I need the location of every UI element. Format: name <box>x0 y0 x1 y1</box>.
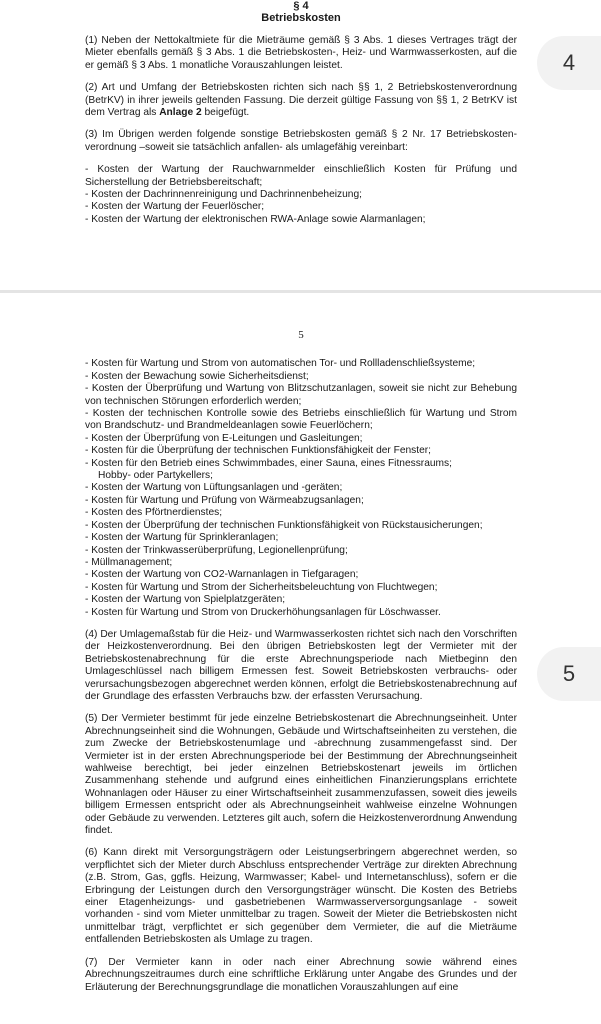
cost-list-bottom <box>85 358 517 619</box>
list-item: - Kosten der Wartung der elektronischen RWA-Anlage sowie Alarmanlagen; <box>85 213 426 225</box>
paragraph-7: (7) Der Vermieter kann in oder nach einer Abrechnung sowie während eines Abrechnungszeitraumes durch eine schriftliche Erklärung unter Angabe des Grundes und der Erläuterung der Berechnungsgrundlage die monatlichen Vorauszahlungen auf eine <box>85 956 517 993</box>
list-item: - Kosten der Bewachung sowie Sicherheitsdienst; <box>85 370 309 382</box>
list-item: - Kosten der Wartung von Spielplatzgeräten; <box>85 594 286 606</box>
list-item: - Kosten der Wartung von CO2-Warnanlagen in Tiefgaragen; <box>85 569 359 581</box>
paragraph-2-end: beigefügt. <box>201 107 250 119</box>
list-item: - Kosten der technischen Kontrolle sowie des Betriebs einschließlich für Wartung und Strom von Brandschutz- und Brandmeldeanlagen sowie Feuerlöchern; <box>85 408 517 432</box>
list-item: - Kosten der Wartung von Lüftungsanlagen und -geräten; <box>85 482 343 494</box>
paragraph-1: (1) Neben der Nettokaltmiete für die Mieträume gemäß § 3 Abs. 1 dieses Vertrages trägt der Mieter ebenfalls gemäß § 3 Abs. 1 die Betriebskosten-, Heiz- und Warmwasserkosten, auf die er gemäß § 3 Abs. 1 monatliche Vorauszahlungen leistet. <box>85 35 517 71</box>
list-item: - Kosten der Überprüfung der technischen Funktionsfähigkeit von Rückstausicherungen; <box>85 519 483 531</box>
cost-list-top <box>85 164 517 226</box>
page-number: 5 <box>298 329 304 341</box>
paragraph-3: (3) Im Übrigen werden folgende sonstige Betriebskosten gemäß § 2 Nr. 17 Betriebskosten-verordnung –soweit sie tatsächlich anfallen- als umlagefähig vereinbart: <box>85 129 517 153</box>
list-item: - Müllmanagement; <box>85 556 173 568</box>
list-item: - Kosten für den Betrieb eines Schwimmbades, einer Sauna, eines Fitnessraums; <box>85 457 452 469</box>
section-title: Betriebskosten <box>261 12 341 24</box>
list-item: - Kosten für Wartung und Strom von automatischen Tor- und Rollladenschließsysteme; <box>85 358 476 370</box>
list-item: - Kosten der Überprüfung von E-Leitungen und Gasleitungen; <box>85 432 363 444</box>
list-item: - Kosten für Wartung und Strom von Druckerhöhungsanlagen für Löschwasser. <box>85 606 441 618</box>
list-item: - Kosten für die Überprüfung der technischen Funktionsfähigkeit der Fenster; <box>85 445 431 457</box>
list-item: - Kosten der Trinkwasserüberprüfung, Legionellenprüfung; <box>85 544 348 556</box>
list-item: - Kosten des Pförtnerdienstes; <box>85 507 223 519</box>
section-number: § 4 <box>293 0 309 12</box>
page-bottom-content <box>85 329 517 1004</box>
document-page-bottom <box>0 293 601 1024</box>
list-item-continuation: Hobby- oder Partykellers; <box>98 470 213 482</box>
paragraph-4: (4) Der Umlagemaßstab für die Heiz- und Warmwasserkosten richtet sich nach den Vorschriften der Heizkostenverordnung. Bei den übrigen Betriebskosten legt der Vermieter mit der Betriebskostenabrechnung für die erste Abrechnungsperiode nach Mietbeginn den Umlageschlüssel nach billigem Ermessen fest. Soweit Betriebskosten verbrauchs- oder verursachungsbezogen abgerechnet werden können, erfolgt die Betriebskostenabrechnung auf der Grundlage des erfassten Verbrauchs bzw. der erfassten Verursachung. <box>85 628 517 702</box>
paragraph-6: (6) Kann direkt mit Versorgungsträgern oder Leistungserbringern abgerechnet werden, so verpflichtet sich der Mieter durch Abschluss entsprechender Verträge zur direkten Abrechnung (z.B. Strom, Gas, ggfls. Heizung, Warmwasser; Kabel- und Internetanschluss), sofern er die Erbringung der Leistungen durch den Versorgungsträger wünscht. Die Kosten des Betriebs einer Etagenheizungs- und gasbetriebenen Warmwasserversorgungsanlage - soweit vorhanden - sind vom Mieter unmittelbar zu tragen. Soweit der Mieter die Betriebskosten nicht unmittelbar trägt, verpflichtet er sich gegenüber dem Vermieter, die auf die Mieträume entfallenden Betriebskosten als Umlage zu tragen. <box>85 847 517 946</box>
paragraph-2 <box>85 82 517 119</box>
list-item: - Kosten für Wartung und Prüfung von Wärmeabzugsanlagen; <box>85 494 364 506</box>
page-indicator-badge[interactable]: 4 <box>537 36 601 90</box>
list-item: - Kosten der Wartung für Sprinkleranlagen; <box>85 532 279 544</box>
paragraph-2-text: (2) Art und Umfang der Betriebskosten richten sich nach §§ 1, 2 Betriebskostenverordnung (BetrKV) in ihrer jeweils geltenden Fassung. Die derzeit gültige Fassung von §§ 1, 2 BetrKV ist dem Vertrag als <box>85 82 517 119</box>
list-item: - Kosten der Überprüfung und Wartung von Blitzschutzanlagen, soweit sie nicht zur Behebung von technischen Störungen erforderlich werden; <box>85 383 517 407</box>
document-page-top <box>0 0 601 291</box>
list-item: - Kosten für Wartung und Strom der Sicherheitsbeleuchtung von Fluchtwegen; <box>85 581 438 593</box>
page-top-content <box>85 0 517 226</box>
paragraph-2-bold: Anlage 2 <box>159 107 202 119</box>
paragraph-5: (5) Der Vermieter bestimmt für jede einzelne Betriebskostenart die Abrechnungseinheit. Unter Abrechnungseinheit sind die Wohnungen, Gebäude und Wirtschaftseinheiten zu verstehen, die zum Zwecke der Betriebskostenumlage und -abrechnung zusammengefasst sind. Der Vermieter ist in der ersten Abrechnungsperiode bei der Bestimmung der Abrechnungseinheit wahlweise berechtigt, bei jeder einzelnen Betriebskostenart jeweils im örtlichen Zusammenhang stehende und aufgrund eines einheitlichen Finanzierungsplans errichtete Wohnanlagen oder Häuser zu einer Wirtschaftseinheit zusammenzufassen, soweit dies jeweils billigem Ermessen entspricht oder als Abrechnungseinheit wahlweise einzelne Wohnungen oder Gebäude zu verwenden. Letzteres gilt auch, sofern die Heizkostenverordnung Anwendung findet. <box>85 713 517 837</box>
list-item: - Kosten der Wartung der Rauchwarnmelder einschließlich Kosten für Prüfung und Sicherstellung der Betriebsbereitschaft; <box>85 164 517 188</box>
list-item: - Kosten der Wartung der Feuerlöscher; <box>85 201 265 213</box>
list-item: - Kosten der Dachrinnenreinigung und Dachrinnenbeheizung; <box>85 189 362 201</box>
page-indicator-badge[interactable]: 5 <box>537 647 601 701</box>
